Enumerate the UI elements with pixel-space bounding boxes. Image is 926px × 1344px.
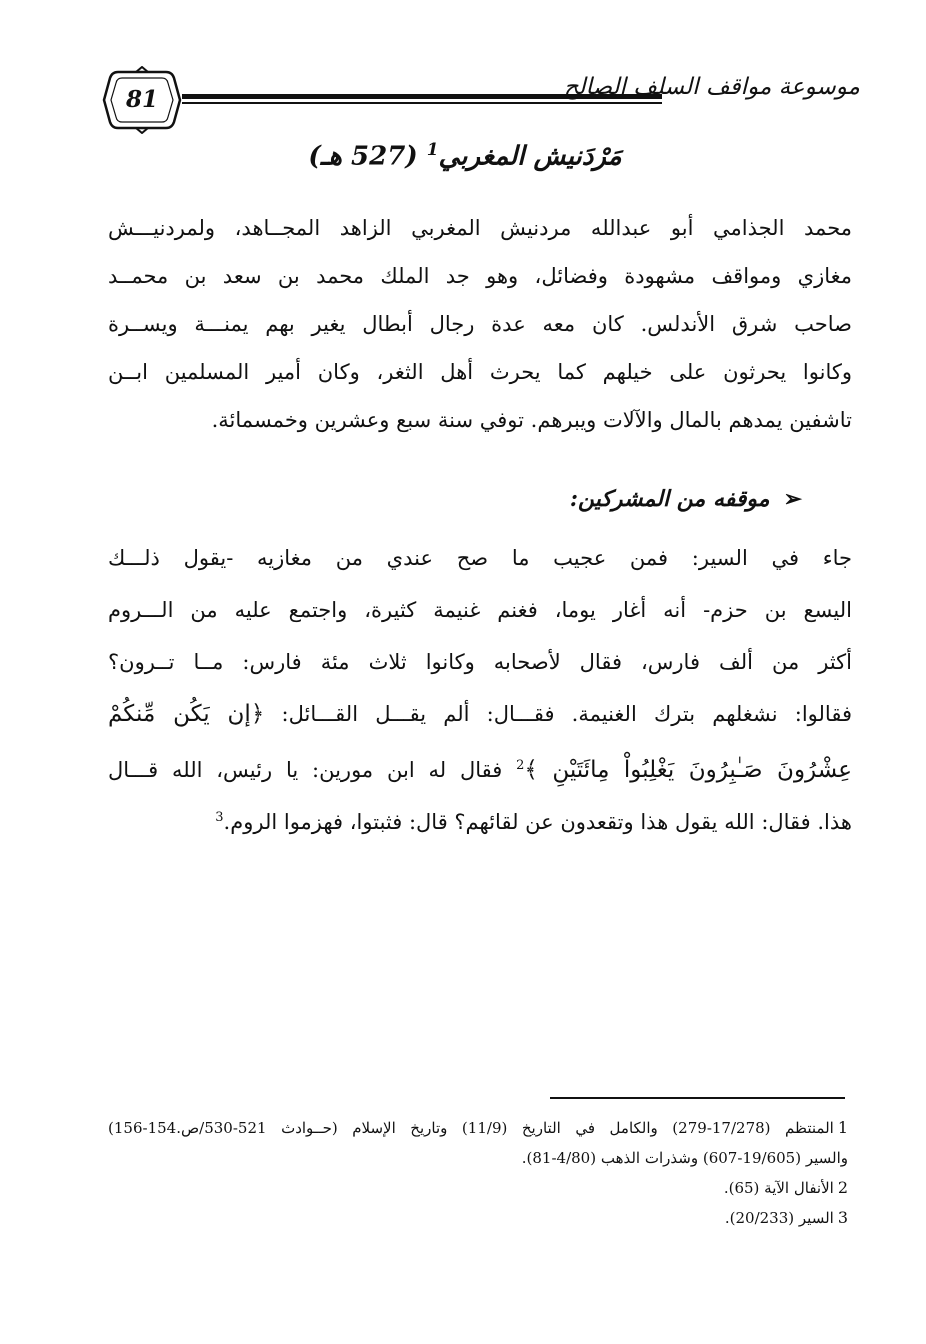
paragraph-line: أكثر من ألف فارس، فقال لأصحابه وكانوا ثلاث مئة فارس: مــا تــرون؟ [108,650,852,674]
paragraph-line: صاحب شرق الأندلس. كان معه عدة رجال أبطال يغير بهم يمنـــة ويســرة [108,312,852,336]
footnote-number: 1 [837,1118,848,1137]
footnote-text: والسير (19/605-607) وشذرات الذهب (4/80-81). [521,1149,848,1167]
paragraph-line [108,688,852,740]
section-title-name: مَرْدَنيش المغربي [438,141,622,172]
footnote-separator [550,1097,845,1099]
paragraph-line: اليسع بن حزم- أنه أغار يوما، فغنم غنيمة كثيرة، واجتمع عليه من الـــروم [108,598,852,622]
footnote-continuation [108,1143,848,1173]
paragraph-line: تاشفين يمدهم بالمال والآلات ويبرهم. توفي سنة سبع وعشرين وخمسمائة. [211,408,852,432]
section-footnote-ref: 1 [426,140,439,160]
footnote-ref: 2 [516,758,525,773]
page-header [100,62,860,142]
series-title: موسوعة مواقف السلف الصالح [563,74,860,100]
biography-paragraph [108,204,852,444]
paragraph-line: محمد الجذامي أبو عبدالله مردنيش المغربي الزاهد المجــاهد، ولمردنيـــش [108,216,852,240]
page-number: 81 [125,86,158,113]
line-text: فقال له ابن مورين: يا رئيس، الله قـــال [108,758,517,782]
footnote-text: الأنفال الآية (65). [723,1179,834,1197]
section-title [290,140,640,172]
footnote-number: 3 [837,1208,848,1227]
paragraph-line [108,740,852,792]
line-text: هذا. فقال: الله يقول هذا وتقعدون عن لقائهم؟ قال: فثبتوا، فهزموا الروم. [223,810,852,834]
subheading [450,486,802,512]
paragraph-line: جاء في السير: فمن عجيب ما صح عندي من مغازيه -يقول ذلـــك [108,546,852,570]
paragraph-line [108,792,852,844]
page-number-badge [102,66,182,134]
arrow-bullet-icon: ➢ [783,486,802,512]
quran-verse: ﴿إن يَكُن مِّنكُمْ [108,701,265,727]
footnote [108,1203,848,1233]
footnote-number: 2 [837,1178,848,1197]
line-text: فقالوا: نشغلهم بترك الغنيمة. فقـــال: ألم يقـــل القـــائل: [264,702,852,726]
footnote-ref: 3 [215,810,224,825]
footnote [108,1173,848,1203]
footnote [108,1113,848,1143]
paragraph-line: وكانوا يحرثون على خيلهم كما يحرث أهل الثغر، وكان أمير المسلمين ابــن [108,360,852,384]
quran-verse: عِشْرُونَ صَـٰبِرُونَ يَغْلِبُواْ مِائَتَيْنِ ﴾ [524,757,852,783]
section-title-year: (527 هـ) [308,141,418,172]
subheading-text: موقفه من المشركين: [569,486,770,512]
footnote-text: المنتظم (17/278-279) والكامل في التاريخ (11/9) وتاريخ الإسلام (حــوادث 521-530/ص.154-156) [108,1119,834,1137]
footnote-text: السير (20/233). [724,1209,834,1227]
paragraph-line: مغازي ومواقف مشهودة وفضائل، وهو جد الملك محمد بن سعد بن محمــد [108,264,852,288]
story-paragraph [108,532,852,844]
footnotes [108,1113,848,1233]
